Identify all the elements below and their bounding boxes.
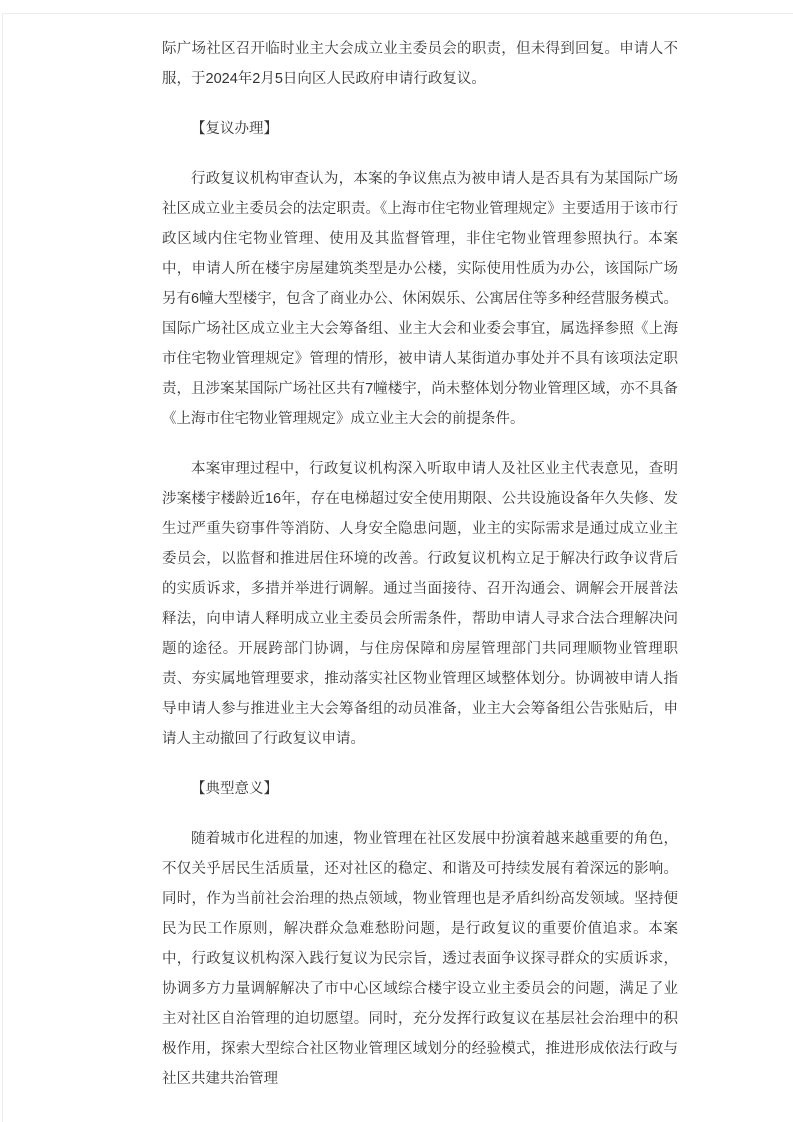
- section-heading-review-handling: 【复议办理】: [191, 121, 278, 137]
- section-heading-typical-significance: 【典型意义】: [191, 781, 278, 797]
- paragraph-typical-significance: 随着城市化进程的加速，物业管理在社区发展中扮演着越来越重要的角色，不仅关乎居民生活质量，还对社区的稳定、和谐及可持续发展有着深远的影响。同时，作为当前社会治理的热点领域，物业管理也是矛盾纠纷高发领域。坚持便民为民工作原则，解决群众急难愁盼问题，是行政复议的重要价值追求。本案中，行政复议机构深入践行复议为民宗旨，透过表面争议探寻群众的实质诉求，协调多方力量调解解决了市中心区域综合楼宇设立业主委员会的问题，满足了业主对社区自治管理的迫切愿望。同时，充分发挥行政复议在基层社会治理中的积极作用，探索大型综合社区物业管理区域划分的经验模式，推进形成依法行政与社区共建共治管理: [162, 831, 678, 1087]
- paragraph-case-filing-continued: 际广场社区召开临时业主大会成立业主委员会的职责，但未得到回复。申请人不服，于2024年2月5日向区人民政府申请行政复议。: [162, 41, 678, 87]
- paragraph-review-opinion: 行政复议机构审查认为，本案的争议焦点为被申请人是否具有为某国际广场社区成立业主委员会的法定职责。《上海市住宅物业管理规定》主要适用于该市行政区域内住宅物业管理、使用及其监督管理，非住宅物业管理参照执行。本案中，申请人所在楼宇房屋建筑类型是办公楼，实际使用性质为办公，该国际广场另有6幢大型楼宇，包含了商业办公、休闲娱乐、公寓居住等多种经营服务模式。国际广场社区成立业主大会筹备组、业主大会和业委会事宜，属选择参照《上海市住宅物业管理规定》管理的情形，被申请人某街道办事处并不具有该项法定职责，且涉案某国际广场社区共有7幢楼宇，尚未整体划分物业管理区域，亦不具备《上海市住宅物业管理规定》成立业主大会的前提条件。: [162, 171, 678, 427]
- paragraph-mediation-process: 本案审理过程中，行政复议机构深入听取申请人及社区业主代表意见，查明涉案楼宇楼龄近16年，存在电梯超过安全使用期限、公共设施设备年久失修、发生过严重失窃事件等消防、人身安全隐患问题，业主的实际需求是通过成立业主委员会，以监督和推进居住环境的改善。行政复议机构立足于解决行政争议背后的实质诉求，多措并举进行调解。通过当面接待、召开沟通会、调解会开展普法释法，向申请人释明成立业主委员会所需条件，帮助申请人寻求合法合理解决问题的途径。开展跨部门协调，与住房保障和房屋管理部门共同理顺物业管理职责、夯实属地管理要求，推动落实社区物业管理区域整体划分。协调被申请人指导申请人参与推进业主大会筹备组的动员准备，业主大会筹备组公告张贴后，申请人主动撤回了行政复议申请。: [162, 461, 678, 747]
